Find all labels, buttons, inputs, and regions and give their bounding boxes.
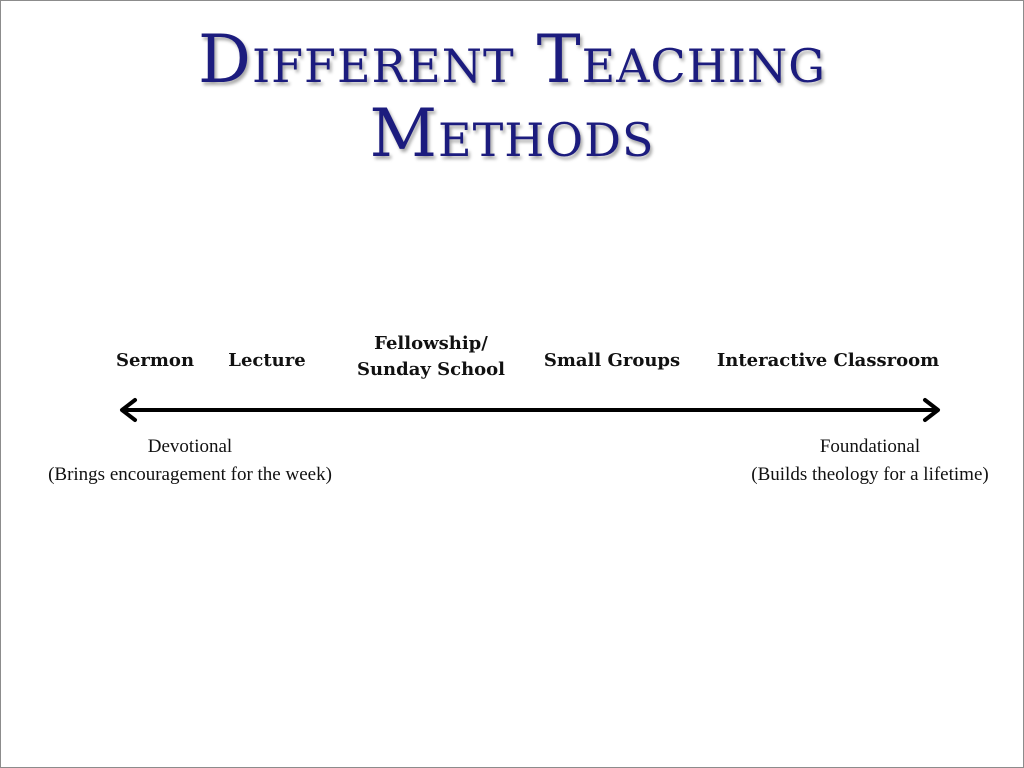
title-line-1: Different Teaching: [198, 21, 826, 98]
slide-title: [1, 23, 1023, 171]
method-fellowship-sunday-school: [345, 331, 517, 383]
foundational-description: (Builds theology for a lifetime): [751, 464, 989, 485]
method-interactive-classroom: Interactive Classroom: [716, 350, 940, 371]
spectrum-left-pole: [15, 433, 365, 489]
method-lecture: Lecture: [228, 350, 306, 371]
method-sermon: Sermon: [115, 350, 195, 371]
method-fellowship-line-2: Sunday School: [356, 359, 506, 380]
title-line-2: Methods: [369, 95, 655, 172]
devotional-label: Devotional: [147, 436, 233, 457]
method-small-groups: Small Groups: [543, 350, 681, 371]
spectrum-right-pole: [719, 433, 1021, 489]
method-fellowship-line-1: Fellowship/: [374, 333, 488, 354]
spectrum-double-arrow: [113, 395, 947, 425]
devotional-description: (Brings encouragement for the week): [48, 464, 332, 485]
foundational-label: Foundational: [819, 436, 921, 457]
